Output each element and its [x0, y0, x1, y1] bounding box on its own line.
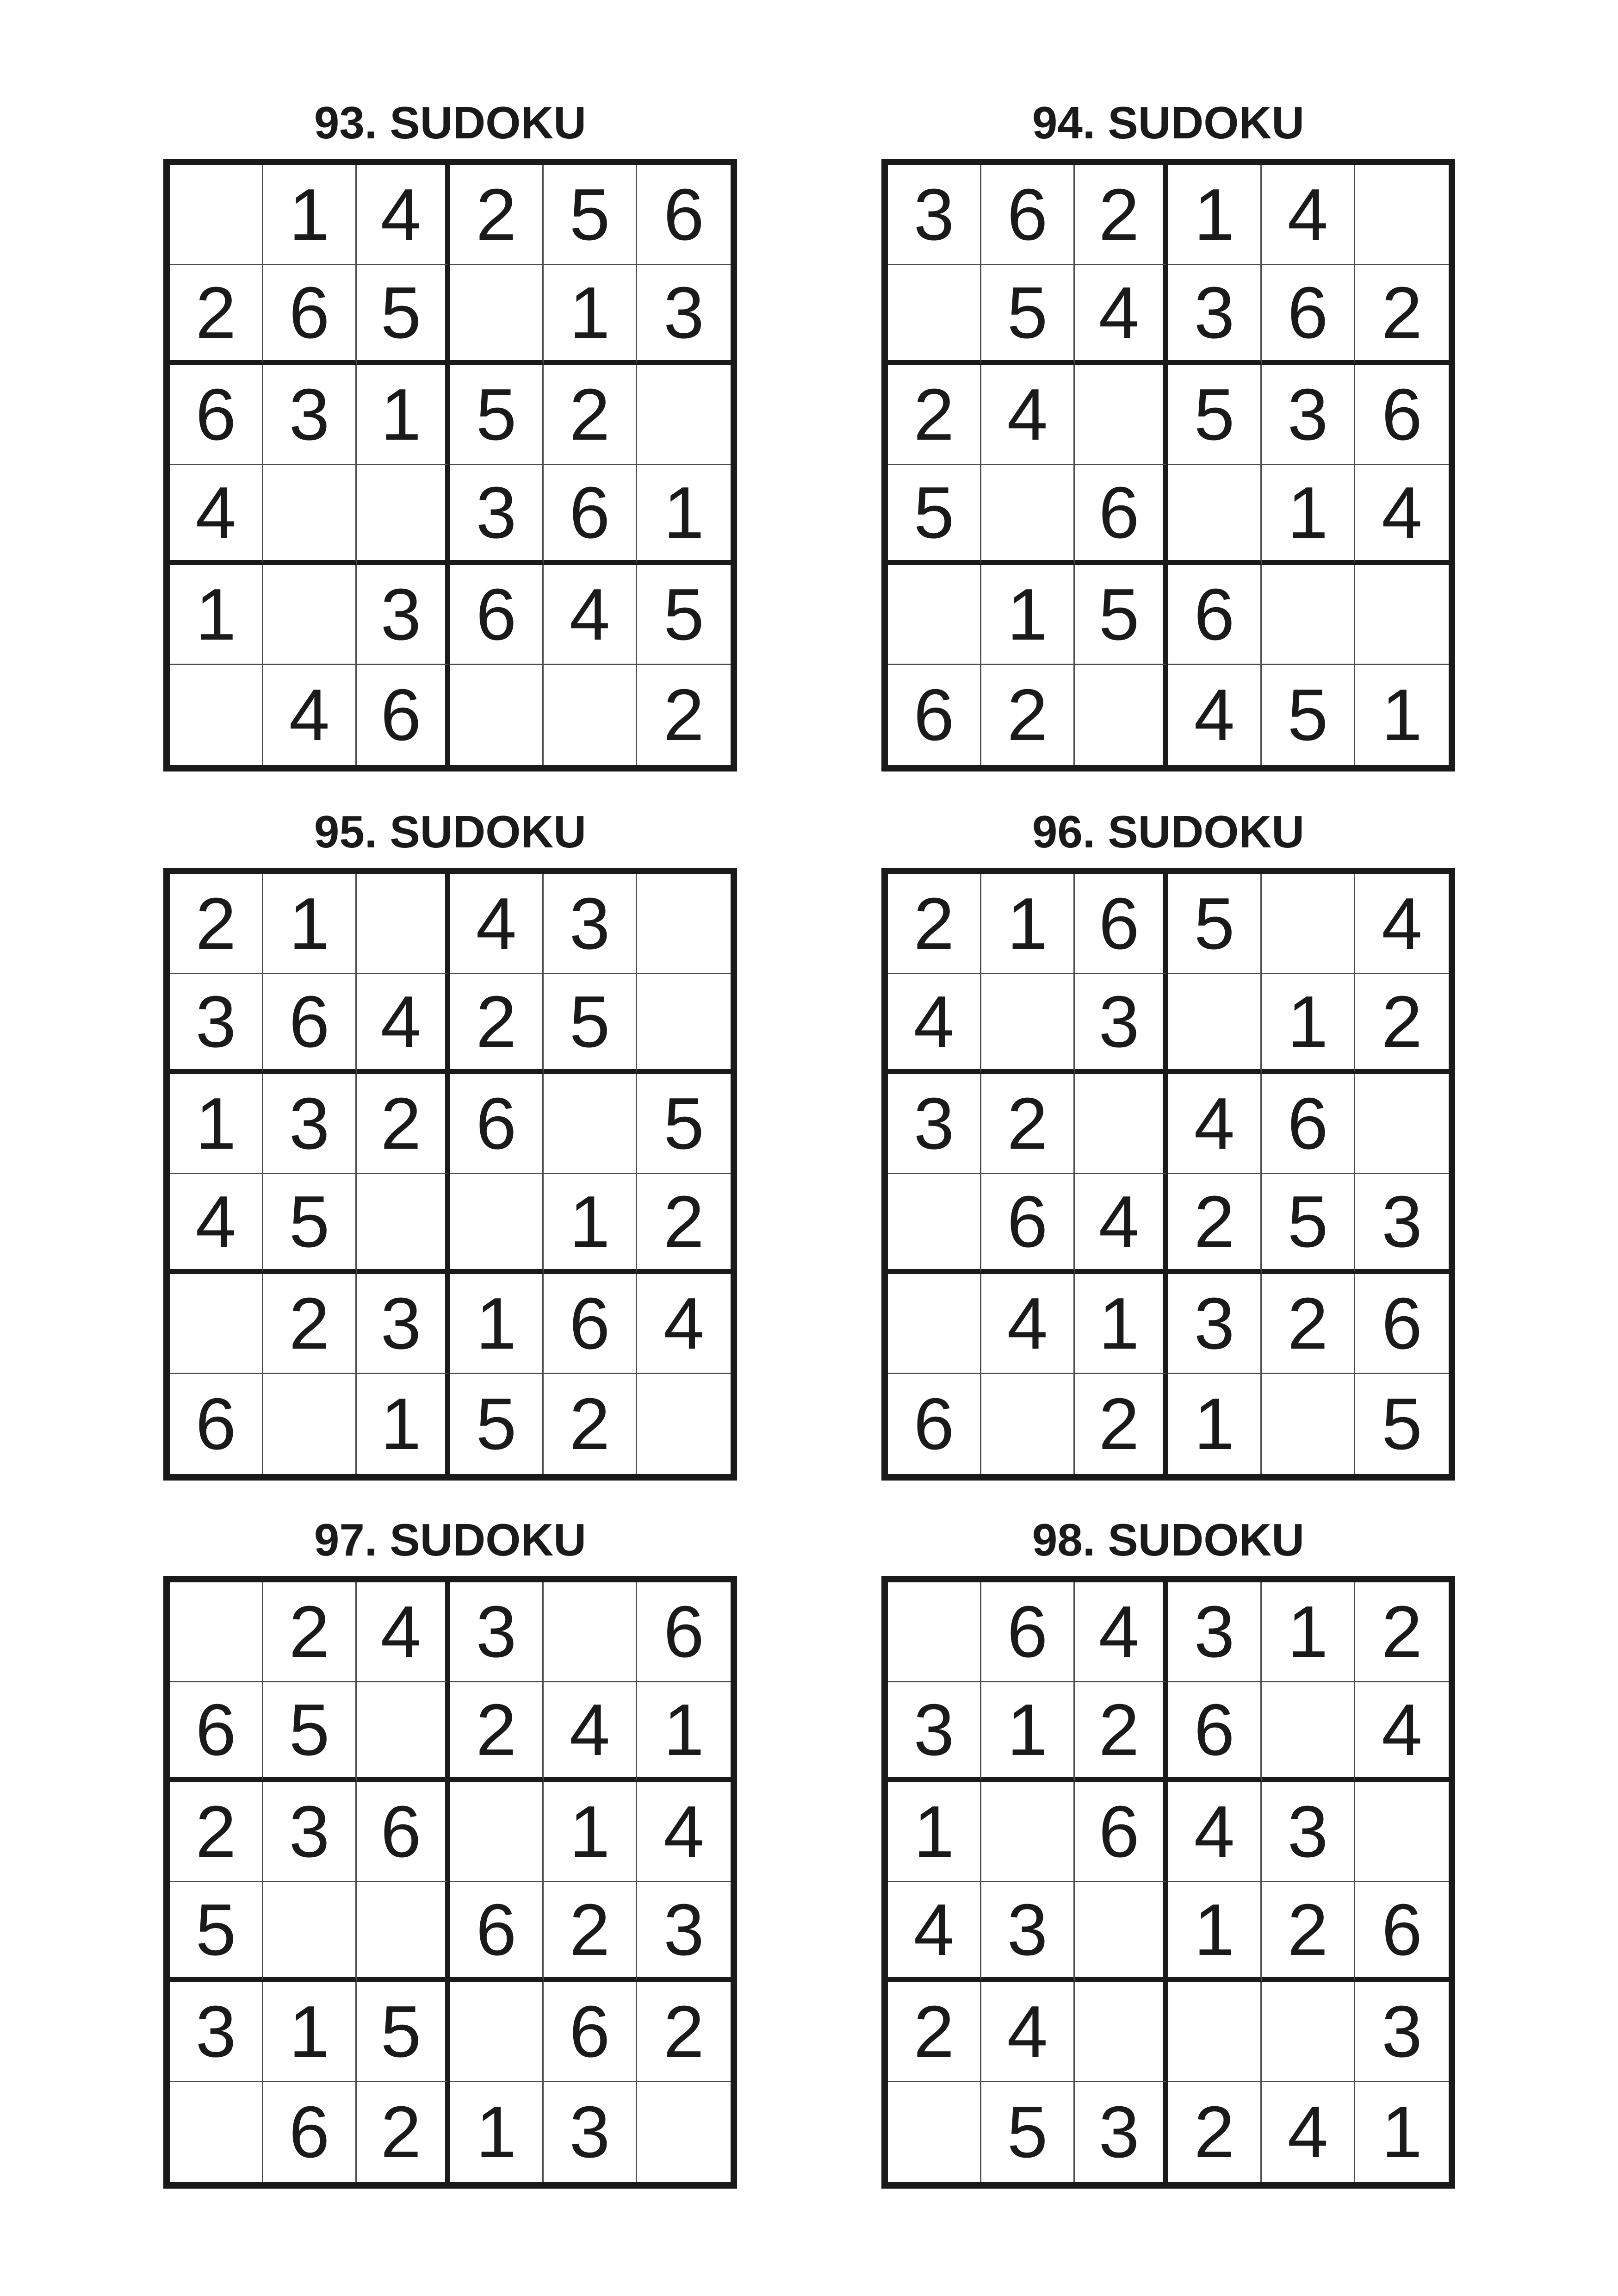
sudoku-cell: 4: [1262, 165, 1355, 265]
sudoku-cell: [637, 2082, 731, 2182]
sudoku-cell: 2: [1075, 165, 1168, 265]
sudoku-cell: 6: [1262, 1074, 1355, 1174]
sudoku-cell: 3: [888, 1682, 981, 1782]
sudoku-cell: 2: [170, 874, 263, 974]
sudoku-cell: 1: [450, 2082, 544, 2182]
sudoku-cell: 6: [1168, 1682, 1262, 1782]
sudoku-cell: [170, 665, 263, 765]
sudoku-cell: 6: [357, 1782, 450, 1882]
sudoku-cell: 2: [450, 1682, 544, 1782]
sudoku-cell: [544, 1582, 637, 1682]
sudoku-cell: 1: [1168, 165, 1262, 265]
sudoku-cell: 2: [170, 1782, 263, 1882]
sudoku-cell: 3: [357, 1274, 450, 1374]
sudoku-cell: 5: [357, 1982, 450, 2082]
sudoku-cell: 5: [544, 974, 637, 1074]
sudoku-cell: 2: [1075, 1374, 1168, 1474]
sudoku-cell: 4: [544, 565, 637, 665]
sudoku-cell: 2: [450, 165, 544, 265]
sudoku-grid: [163, 868, 737, 1481]
puzzle-title: 94. SUDOKU: [1032, 97, 1305, 148]
sudoku-cell: 3: [637, 265, 731, 365]
sudoku-cell: [1075, 1074, 1168, 1174]
sudoku-cell: [1262, 1374, 1355, 1474]
sudoku-cell: 1: [1262, 974, 1355, 1074]
sudoku-cell: 5: [1168, 874, 1262, 974]
sudoku-cell: 1: [637, 465, 731, 565]
sudoku-cell: 3: [1355, 1982, 1449, 2082]
sudoku-cell: 2: [450, 974, 544, 1074]
sudoku-cell: 2: [1168, 2082, 1262, 2182]
sudoku-cell: [637, 974, 731, 1074]
sudoku-cell: 1: [1382, 674, 1422, 756]
sudoku-cell: 6: [1075, 874, 1168, 974]
sudoku-cell: [888, 1582, 981, 1682]
sudoku-cell: [1355, 565, 1449, 665]
sudoku-cell: 1: [170, 1074, 263, 1174]
sudoku-cell: 3: [1262, 365, 1355, 465]
sudoku-cell: [1262, 1982, 1355, 2082]
sudoku-cell: 1: [544, 1174, 637, 1274]
sudoku-cell: 3: [888, 165, 981, 265]
sudoku-cell: 1: [1075, 1274, 1168, 1374]
sudoku-cell: 4: [263, 665, 357, 765]
sudoku-cell: 6: [263, 265, 357, 365]
sudoku-grid: [163, 1576, 737, 2189]
sudoku-cell: [170, 1582, 263, 1682]
sudoku-cell: 1: [357, 1374, 450, 1474]
sudoku-cell: 5: [637, 565, 731, 665]
sudoku-cell: 2: [544, 1882, 637, 1982]
sudoku-cell: 1: [450, 1274, 544, 1374]
sudoku-cell: 6: [1262, 265, 1355, 365]
sudoku-cell: [1262, 1682, 1355, 1782]
sudoku-cell: 2: [981, 1074, 1075, 1174]
sudoku-cell: 2: [981, 665, 1075, 765]
sudoku-cell: 5: [1262, 1174, 1355, 1274]
sudoku-cell: [1075, 1882, 1168, 1982]
sudoku-cell: [1355, 1074, 1449, 1174]
sudoku-cell: 6: [170, 1682, 263, 1782]
sudoku-cell: 6: [544, 1982, 637, 2082]
sudoku-cell: 1: [1168, 1374, 1262, 1474]
sudoku-cell: [263, 465, 357, 565]
sudoku-cell: [357, 1682, 450, 1782]
sudoku-cell: 2: [544, 365, 637, 465]
sudoku-cell: 5: [1168, 365, 1262, 465]
sudoku-cell: 4: [981, 365, 1075, 465]
sudoku-cell: 4: [1075, 1174, 1168, 1274]
sudoku-cell: 6: [1355, 1274, 1449, 1374]
sudoku-cell: [170, 165, 263, 265]
sudoku-cell: 2: [170, 265, 263, 365]
sudoku-cell: 2: [1355, 1582, 1449, 1682]
sudoku-cell: [1262, 565, 1355, 665]
sudoku-cell: 5: [888, 465, 981, 565]
sudoku-cell: [263, 1882, 357, 1982]
sudoku-cell: 4: [357, 165, 450, 265]
sudoku-cell: 6: [981, 165, 1075, 265]
sudoku-cell: [1168, 974, 1262, 1074]
sudoku-cell: 3: [263, 365, 357, 465]
sudoku-cell: 1: [1262, 1582, 1355, 1682]
sudoku-cell: 5: [170, 1882, 263, 1982]
sudoku-cell: 3: [450, 1582, 544, 1682]
sudoku-cell: 6: [263, 2082, 357, 2182]
sudoku-cell: 2: [663, 674, 704, 756]
sudoku-cell: 1: [357, 365, 450, 465]
sudoku-cell: 1: [1262, 465, 1355, 565]
sudoku-cell: 5: [637, 1074, 731, 1174]
sudoku-cell: 1: [981, 874, 1075, 974]
sudoku-cell: [1262, 874, 1355, 974]
sudoku-cell: 1: [170, 565, 263, 665]
sudoku-cell: [450, 1982, 544, 2082]
sudoku-cell: [357, 1882, 450, 1982]
sudoku-cell: 6: [544, 1274, 637, 1374]
sudoku-cell: 6: [1075, 1782, 1168, 1882]
sudoku-cell: 5: [544, 165, 637, 265]
sudoku-cell: 6: [450, 565, 544, 665]
sudoku-cell: 6: [170, 365, 263, 465]
sudoku-cell: [637, 365, 731, 465]
sudoku-cell: 3: [1075, 974, 1168, 1074]
sudoku-cell: 6: [450, 1074, 544, 1174]
puzzle-title: 95. SUDOKU: [314, 806, 587, 857]
sudoku-cell: 1: [981, 565, 1075, 665]
sudoku-cell: 3: [357, 565, 450, 665]
sudoku-cell: 3: [544, 874, 637, 974]
sudoku-cell: 6: [1355, 1882, 1449, 1982]
sudoku-cell: 5: [981, 2082, 1075, 2182]
sudoku-cell: 6: [170, 1374, 263, 1474]
sudoku-cell: 1: [544, 265, 637, 365]
sudoku-cell: 6: [888, 1374, 981, 1474]
sudoku-cell: [888, 1274, 981, 1374]
sudoku-cell: 5: [981, 265, 1075, 365]
sudoku-cell: 4: [1075, 1582, 1168, 1682]
sudoku-cell: 2: [1262, 1882, 1355, 1982]
sudoku-cell: 6: [544, 465, 637, 565]
sudoku-cell: 3: [1168, 265, 1262, 365]
sudoku-cell: 4: [1355, 465, 1449, 565]
sudoku-cell: 5: [1262, 665, 1355, 765]
sudoku-cell: [1075, 1982, 1168, 2082]
sudoku-cell: [1355, 165, 1449, 265]
sudoku-cell: 4: [1355, 874, 1449, 974]
sudoku-cell: 6: [981, 1582, 1075, 1682]
sudoku-cell: 2: [357, 1074, 450, 1174]
sudoku-cell: 2: [544, 1374, 637, 1474]
sudoku-cell: 3: [544, 2082, 637, 2182]
sudoku-cell: [544, 1074, 637, 1174]
puzzle-title: 93. SUDOKU: [314, 97, 587, 148]
sudoku-cell: 6: [1355, 365, 1449, 465]
sudoku-cell: [981, 974, 1075, 1074]
sudoku-cell: 4: [170, 465, 263, 565]
sudoku-cell: 3: [1168, 1274, 1262, 1374]
sudoku-cell: [981, 1374, 1075, 1474]
sudoku-grid: [881, 868, 1455, 1481]
sudoku-cell: [1168, 465, 1262, 565]
sudoku-cell: 5: [263, 1682, 357, 1782]
sudoku-grid: [881, 1576, 1455, 2189]
sudoku-cell: [1075, 365, 1168, 465]
sudoku-cell: 2: [357, 2082, 450, 2182]
sudoku-cell: 4: [888, 974, 981, 1074]
sudoku-cell: 3: [170, 1982, 263, 2082]
sudoku-cell: [888, 1174, 981, 1274]
sudoku-cell: 4: [1168, 665, 1262, 765]
sudoku-cell: 2: [888, 365, 981, 465]
sudoku-cell: [888, 2082, 981, 2182]
sudoku-cell: [450, 1782, 544, 1882]
puzzle-title: 96. SUDOKU: [1032, 806, 1305, 857]
sudoku-cell: 6: [981, 1174, 1075, 1274]
sudoku-cell: 5: [450, 1374, 544, 1474]
sudoku-cell: [637, 874, 731, 974]
sudoku-cell: [263, 565, 357, 665]
sudoku-cell: [170, 1274, 263, 1374]
sudoku-cell: 2: [888, 1982, 981, 2082]
sudoku-cell: 4: [981, 1274, 1075, 1374]
sudoku-cell: 4: [637, 1274, 731, 1374]
sudoku-cell: 6: [637, 165, 731, 265]
sudoku-cell: [357, 1174, 450, 1274]
sudoku-cell: 3: [263, 1782, 357, 1882]
sudoku-cell: 1: [981, 1682, 1075, 1782]
sudoku-cell: 2: [1355, 974, 1449, 1074]
sudoku-cell: 4: [1168, 1782, 1262, 1882]
sudoku-cell: 6: [1168, 565, 1262, 665]
puzzle-title: 97. SUDOKU: [314, 1514, 587, 1565]
sudoku-cell: 3: [888, 1074, 981, 1174]
sudoku-cell: 4: [888, 1882, 981, 1982]
sudoku-cell: 3: [1075, 2082, 1168, 2182]
sudoku-cell: 2: [637, 1982, 731, 2082]
sudoku-cell: [1355, 1782, 1449, 1882]
sudoku-cell: [450, 665, 544, 765]
sudoku-cell: 1: [263, 1982, 357, 2082]
sudoku-cell: [888, 565, 981, 665]
sudoku-cell: 5: [1382, 1383, 1422, 1465]
sudoku-cell: 1: [1382, 2091, 1422, 2173]
sudoku-grid: [163, 159, 737, 772]
sudoku-cell: [1168, 1982, 1262, 2082]
sudoku-cell: 2: [263, 1582, 357, 1682]
sudoku-cell: 4: [1075, 265, 1168, 365]
sudoku-cell: [263, 1374, 357, 1474]
sudoku-cell: 4: [637, 1782, 731, 1882]
sudoku-cell: [450, 265, 544, 365]
sudoku-cell: [450, 1174, 544, 1274]
sudoku-cell: [170, 2082, 263, 2182]
sudoku-cell: 4: [981, 1982, 1075, 2082]
sudoku-cell: 4: [357, 974, 450, 1074]
sudoku-cell: [357, 465, 450, 565]
sudoku-cell: 4: [170, 1174, 263, 1274]
sudoku-cell: 3: [263, 1074, 357, 1174]
sudoku-cell: 1: [1168, 1882, 1262, 1982]
sudoku-cell: [357, 874, 450, 974]
sudoku-cell: 2: [1168, 1174, 1262, 1274]
sudoku-cell: 6: [1075, 465, 1168, 565]
sudoku-cell: 4: [544, 1682, 637, 1782]
sudoku-cell: 6: [450, 1882, 544, 1982]
sudoku-cell: 1: [263, 165, 357, 265]
sudoku-cell: 1: [544, 1782, 637, 1882]
sudoku-grid: [881, 159, 1455, 772]
sudoku-cell: 3: [170, 974, 263, 1074]
sudoku-cell: 4: [357, 1582, 450, 1682]
sudoku-cell: 4: [450, 874, 544, 974]
sudoku-cell: 6: [637, 1582, 731, 1682]
sudoku-cell: [637, 1374, 731, 1474]
sudoku-cell: 1: [637, 1682, 731, 1782]
sudoku-cell: 6: [357, 665, 450, 765]
sudoku-cell: 1: [888, 1782, 981, 1882]
sudoku-cell: 2: [263, 1274, 357, 1374]
puzzle-title: 98. SUDOKU: [1032, 1514, 1305, 1565]
sudoku-cell: 2: [637, 1174, 731, 1274]
sudoku-cell: 4: [1262, 2082, 1355, 2182]
sudoku-cell: 5: [263, 1174, 357, 1274]
sudoku-cell: 2: [1075, 1682, 1168, 1782]
sudoku-cell: 2: [1355, 265, 1449, 365]
sudoku-cell: 4: [1168, 1074, 1262, 1174]
sudoku-cell: 3: [1262, 1782, 1355, 1882]
sudoku-cell: 3: [637, 1882, 731, 1982]
sudoku-cell: 3: [1355, 1174, 1449, 1274]
sudoku-cell: 4: [1355, 1682, 1449, 1782]
sudoku-cell: 3: [450, 465, 544, 565]
sudoku-cell: 5: [357, 265, 450, 365]
sudoku-cell: 1: [263, 874, 357, 974]
sudoku-cell: 2: [888, 874, 981, 974]
sudoku-cell: 5: [1075, 565, 1168, 665]
sudoku-cell: 3: [981, 1882, 1075, 1982]
sudoku-cell: [888, 265, 981, 365]
sudoku-cell: [544, 665, 637, 765]
sudoku-cell: 3: [1168, 1582, 1262, 1682]
sudoku-cell: [1075, 665, 1168, 765]
sudoku-cell: 6: [263, 974, 357, 1074]
sudoku-cell: [981, 1782, 1075, 1882]
sudoku-cell: [981, 465, 1075, 565]
sudoku-cell: 5: [450, 365, 544, 465]
sudoku-cell: 6: [888, 665, 981, 765]
sudoku-cell: 2: [1262, 1274, 1355, 1374]
